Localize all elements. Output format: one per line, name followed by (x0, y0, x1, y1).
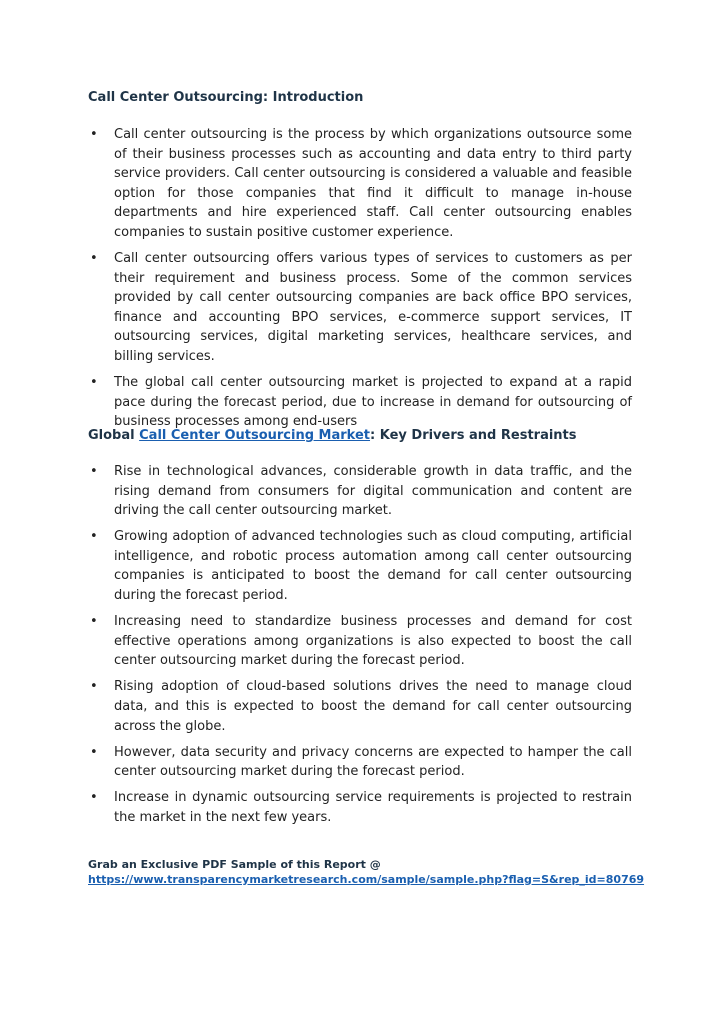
market-report-link[interactable]: Call Center Outsourcing Market (139, 428, 371, 443)
cta-text: Grab an Exclusive PDF Sample of this Report @ (88, 858, 381, 871)
list-item: • The global call center outsourcing market is projected to expand at a rapid pace during the forecast period, due to increase in demand for outsourcing of business processes among end-users (88, 373, 632, 432)
heading-prefix: Global (88, 428, 140, 443)
list-item: • Call center outsourcing offers various types of services to customers as per their requirement and business process. Some of the common services provided by call center outsourcing companies are back office BPO services, finance and accounting BPO services, e-commerce support services, IT outsourcing services, digital marketing services, healthcare services, and billing services. (88, 249, 632, 367)
list-item: • Rise in technological advances, considerable growth in data traffic, and the rising demand from consumers for digital communication and content are driving the call center outsourcing market. (88, 462, 632, 521)
list-item: • Increasing need to standardize business processes and demand for cost effective operations among organizations is also expected to boost the call center outsourcing market during the forecast period. (88, 612, 632, 671)
list-item: • Rising adoption of cloud-based solutions drives the need to manage cloud data, and this is expected to boost the demand for call center outsourcing across the globe. (88, 677, 632, 736)
heading-suffix: : Key Drivers and Restraints (370, 428, 577, 443)
section-intro-heading: Call Center Outsourcing: Introduction (88, 90, 364, 105)
sample-cta (88, 857, 644, 887)
sample-report-link[interactable]: https://www.transparencymarketresearch.com/sample/sample.php?flag=S&rep_id=80769 (88, 873, 645, 886)
list-item: • Increase in dynamic outsourcing service requirements is projected to restrain the market in the next few years. (88, 788, 632, 827)
drivers-bullet-list (88, 462, 632, 834)
list-item: • Call center outsourcing is the process by which organizations outsource some of their business processes such as accounting and data entry to third party service providers. Call center outsourcing is considered a valuable and feasible option for those companies that find it difficult to manage in-house departments and hire experienced staff. Call center outsourcing enables companies to sustain positive customer experience. (88, 125, 632, 243)
intro-bullet-list (88, 125, 632, 438)
list-item: • However, data security and privacy concerns are expected to hamper the call center outsourcing market during the forecast period. (88, 743, 632, 782)
section-drivers-heading (88, 428, 577, 443)
list-item: • Growing adoption of advanced technologies such as cloud computing, artificial intelligence, and robotic process automation among call center outsourcing companies is anticipated to boost the demand for call center outsourcing during the forecast period. (88, 527, 632, 605)
